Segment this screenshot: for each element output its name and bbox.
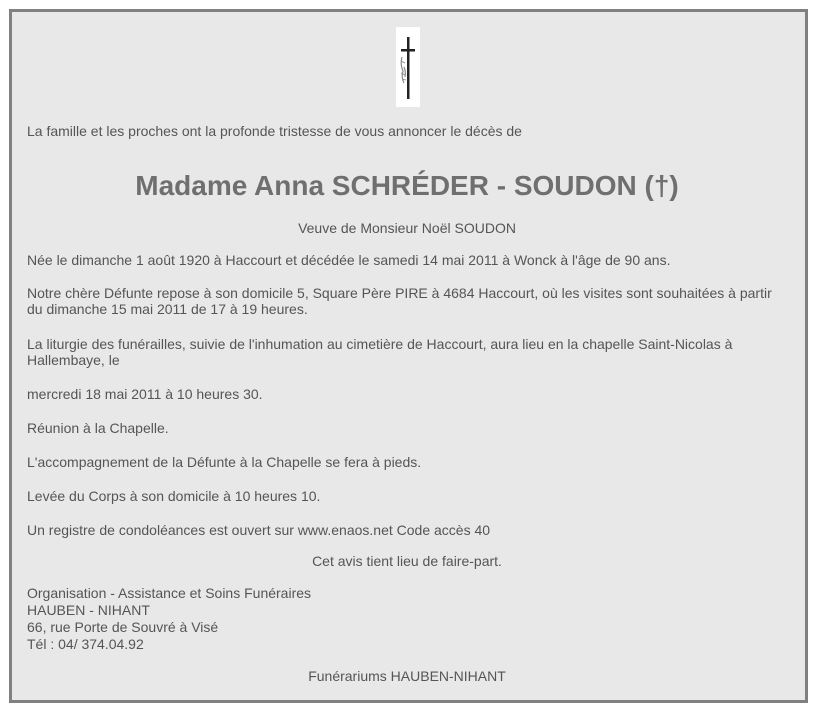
cross-icon xyxy=(396,27,420,107)
funeral-date: mercredi 18 mai 2011 à 10 heures 30. xyxy=(27,386,263,402)
announcement-text: Cet avis tient lieu de faire-part. xyxy=(312,553,502,569)
organisation-phone: Tél : 04/ 374.04.92 xyxy=(27,636,144,652)
birth-death-text: Née le dimanche 1 août 1920 à Haccourt et décédée le samedi 14 mai 2011 à Wonck à l'âge de 90 ans. xyxy=(27,252,671,268)
escort-text: L'accompagnement de la Défunte à la Chapelle se fera à pieds. xyxy=(27,454,422,470)
organisation-company: HAUBEN - NIHANT xyxy=(27,602,150,618)
intro-text: La famille et les proches ont la profonde tristesse de vous annoncer le décès de xyxy=(27,123,522,139)
levee-text: Levée du Corps à son domicile à 10 heures 10. xyxy=(27,488,321,504)
reunion-text: Réunion à la Chapelle. xyxy=(27,420,169,436)
liturgy-text: La liturgie des funérailles, suivie de l'inhumation au cimetière de Haccourt, aura lieu en la chapelle Saint-Nicolas à Hallembaye, le xyxy=(27,336,733,368)
organisation-title: Organisation - Assistance et Soins Funéraires xyxy=(27,585,312,601)
spouse-text: Veuve de Monsieur Noël SOUDON xyxy=(298,220,516,236)
condolence-register: Un registre de condoléances est ouvert sur www.enaos.net Code accès 40 xyxy=(27,522,491,538)
footer-signature: Funérariums HAUBEN-NIHANT xyxy=(308,668,506,684)
deceased-name: Madame Anna SCHRÉDER - SOUDON (†) xyxy=(135,170,679,201)
organisation-address: 66, rue Porte de Souvré à Visé xyxy=(27,619,219,635)
visitation-text: Notre chère Défunte repose à son domicile 5, Square Père PIRE à 4684 Haccourt, où les visites sont souhaitées à partir du dimanche 15 mai 2011 de 17 à 19 heures. xyxy=(27,285,772,317)
